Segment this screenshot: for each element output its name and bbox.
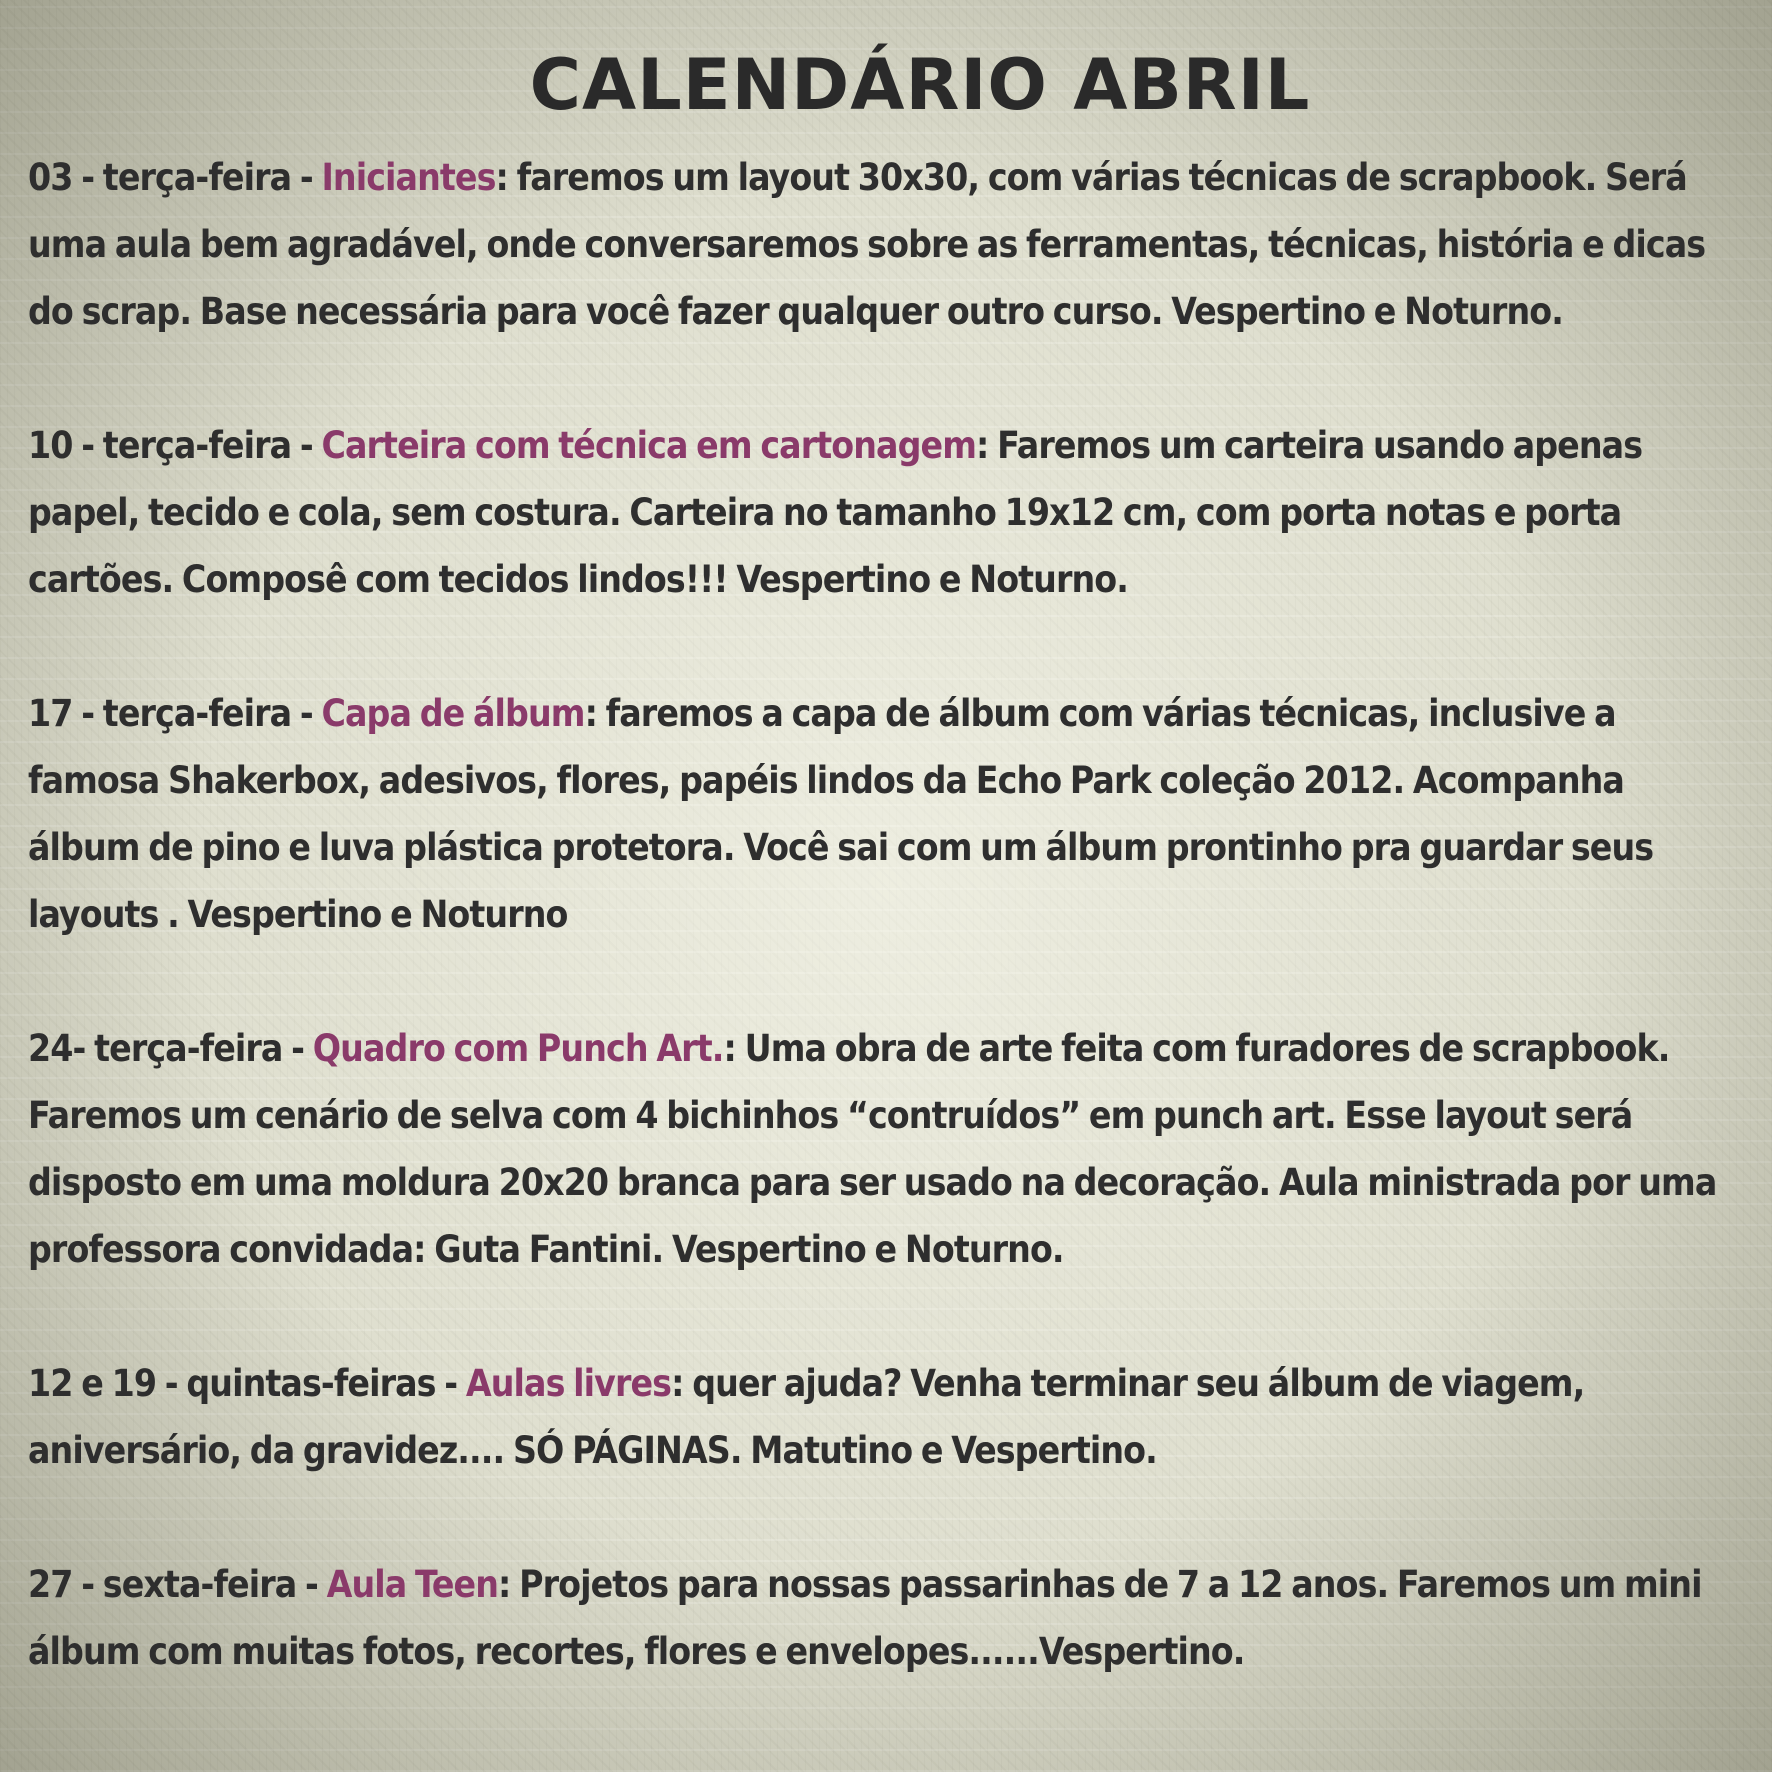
event-description: : Uma obra de arte feita com furadores de scrapbook. Faremos um cenário de selva com 4 bichinhos “contruídos” em punch art. Esse layout será disposto em uma moldura 20x20 branca para ser usado na decoração. Aula ministrada por uma professora convidada: Guta Fantini. Vespertino e Noturno. [28, 1027, 1717, 1271]
event-carteira [28, 412, 1732, 613]
event-aula-teen [28, 1551, 1732, 1685]
event-date: 17 - terça-feira - [28, 692, 322, 735]
event-name: Iniciantes [321, 156, 496, 199]
event-name: Aula Teen [326, 1563, 499, 1606]
event-name: Quadro com Punch Art. [312, 1027, 724, 1070]
event-description: : Projetos para nossas passarinhas de 7 a 12 anos. Faremos um mini álbum com muitas fotos, recortes, flores e envelopes......Vespertino. [28, 1563, 1702, 1673]
event-date: 27 - sexta-feira - [28, 1563, 327, 1606]
event-description: : quer ajuda? Venha terminar seu álbum de viagem, aniversário, da gravidez.... SÓ PÁGINAS. Matutino e Vespertino. [28, 1362, 1585, 1472]
event-aulas-livres [28, 1350, 1732, 1484]
event-description: : Faremos um carteira usando apenas papel, tecido e cola, sem costura. Carteira no tamanho 19x12 cm, com porta notas e porta cartões. Composê com tecidos lindos!!! Vespertino e Noturno. [28, 424, 1643, 601]
event-iniciantes [28, 144, 1732, 345]
event-capa-album [28, 680, 1732, 948]
event-name: Carteira com técnica em cartonagem [321, 424, 976, 467]
event-date: 03 - terça-feira - [28, 156, 322, 199]
event-date: 10 - terça-feira - [28, 424, 322, 467]
event-date: 24- terça-feira - [28, 1027, 313, 1070]
event-date: 12 e 19 - quintas-feiras - [28, 1362, 466, 1405]
event-name: Aulas livres [465, 1362, 672, 1405]
event-description: : faremos um layout 30x30, com várias técnicas de scrapbook. Será uma aula bem agradável, onde conversaremos sobre as ferramentas, técnicas, história e dicas do scrap. Base necessária para você fazer qualquer outro curso. Vespertino e Noturno. [28, 156, 1706, 333]
event-punch-art [28, 1015, 1732, 1283]
event-name: Capa de álbum [321, 692, 585, 735]
event-description: : faremos a capa de álbum com várias técnicas, inclusive a famosa Shakerbox, adesivos, flores, papéis lindos da Echo Park coleção 2012. Acompanha álbum de pino e luva plástica protetora. Você sai com um álbum prontinho pra guardar seus layouts . Vespertino e Noturno [28, 692, 1654, 936]
page-title: CALENDÁRIO ABRIL [529, 44, 1311, 126]
